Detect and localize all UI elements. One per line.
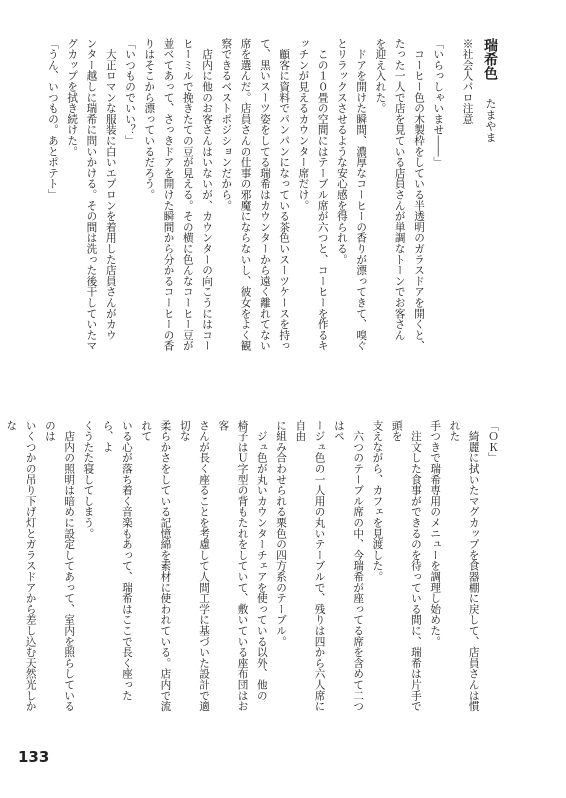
text-line: 店内の照明は暗めに設定してあって、室内を照らしているのは (43, 420, 76, 712)
text-line: 支えながら、カフェを見渡した。 (371, 420, 384, 582)
lower-text-block (5, 420, 502, 720)
text-line: グカップを拭き続けた。 (66, 38, 79, 157)
text-line: 注文した食事ができるのを待っている間に、瑞希は片手で頭を (390, 420, 422, 712)
upper-text-block (32, 38, 502, 378)
page-number: 133 (18, 748, 50, 766)
text-line: 「いらっしゃいませ――」 (432, 38, 445, 168)
text-line: とリラックスさせるような安心感を得られる。 (335, 38, 348, 265)
text-line: この１０畳の空間にはテーブル席が六つと、コーヒーを作るキ (316, 38, 329, 352)
text-line: 席を選んだ。店員さんの仕事の邪魔にならないし、彼女をよく観 (239, 38, 252, 352)
text-line: 六つのテーブル席の中、今瑞希が座ってる席を含めて二つはペ (332, 420, 365, 712)
text-line: ンター越しに瑞希に問いかける。その間は洗った後干していたマ (85, 38, 98, 352)
column-gap (447, 38, 457, 378)
lower-body-text (0, 420, 502, 720)
text-line: ドアを開けた瞬間、濃厚なコーヒーの香りが漂ってきて、嗅ぐ (355, 38, 368, 352)
text-line: を迎え入れた。 (374, 38, 387, 114)
text-line: くうたた寝してしまう。 (82, 420, 95, 539)
text-line: ージュ色の一人用の丸いテーブルで、残りは四から六人席に自由 (294, 420, 326, 712)
text-line: いる心が落ち着く音楽もあって、瑞希はここで長く座ったら、よ (101, 420, 133, 701)
text-line: 顧客に資料でパンパンになっている茶色いスーツケースを持っ (278, 38, 291, 352)
text-line: ッチンが見えるカウンター席だけ。 (297, 38, 310, 211)
text-line: に組み合わせられる栗色の四方系のテーブル。 (275, 420, 288, 647)
text-line: ジュ色が丸いカウンターチェアを使っている以外、他の (255, 420, 268, 701)
text-line: いくつかの吊り下げ灯とガラスドアから差し込む天然光しかな (5, 420, 37, 712)
text-line: 並べてあって、さっきドアを開けた瞬間から分かるコーヒーの香 (162, 38, 175, 352)
text-line: たった一人で店を見ている店員さんが単調なトーンでお客さん (393, 38, 406, 341)
text-line: 察できるベストポジションだから。 (220, 38, 233, 211)
text-line (0, 420, 1, 720)
text-line: 「うん、いつもの。あとポテト」 (46, 38, 59, 200)
author-name: たまやま (484, 98, 497, 144)
text-line: て、黒いスーツ姿をしてる瑞希はカウンターから遠く離れてない (258, 38, 271, 352)
text-line: 綺麗に拭いたマグカップを食器棚に戻して、店員さんは慣れた (448, 420, 480, 712)
text-line: 「いつものでいい？」 (124, 38, 137, 146)
text-line: りはそこから漂っているだろう。 (143, 38, 156, 200)
text-line: 「ＯＫ」 (487, 420, 499, 464)
text-line: ヒーミルで挽きたての豆が見える。その横に色んなコーヒー豆が (181, 38, 194, 352)
story-title: 瑞希色 (482, 38, 498, 81)
text-line: 店内に他のお客さんはいないが、カウンターの向こうにはコー (201, 38, 214, 352)
text-line: コーヒー色の木製枠をしている半透明のガラスドアを開くと、 (413, 38, 425, 352)
text-line: 椅子はＵ字型の背もたれをしていて、敷いている座布団はお客 (217, 420, 249, 712)
text-line: 柔らかさをしている記憶綿を素材に使われている。店内で流れて (140, 420, 172, 712)
text-line: さんが長く座ることを考慮して人間工学に基づいた設計で適切な (178, 420, 211, 712)
text-line: 手つきで瑞希専用のメニューを調理し始めた。 (429, 420, 442, 647)
text-line: 大正ロマンな服装に白いエプロンを着用した店員さんがカウ (104, 38, 117, 341)
notice-line: ※社会人パロ注意 (461, 38, 474, 125)
upper-body-text (43, 38, 448, 378)
